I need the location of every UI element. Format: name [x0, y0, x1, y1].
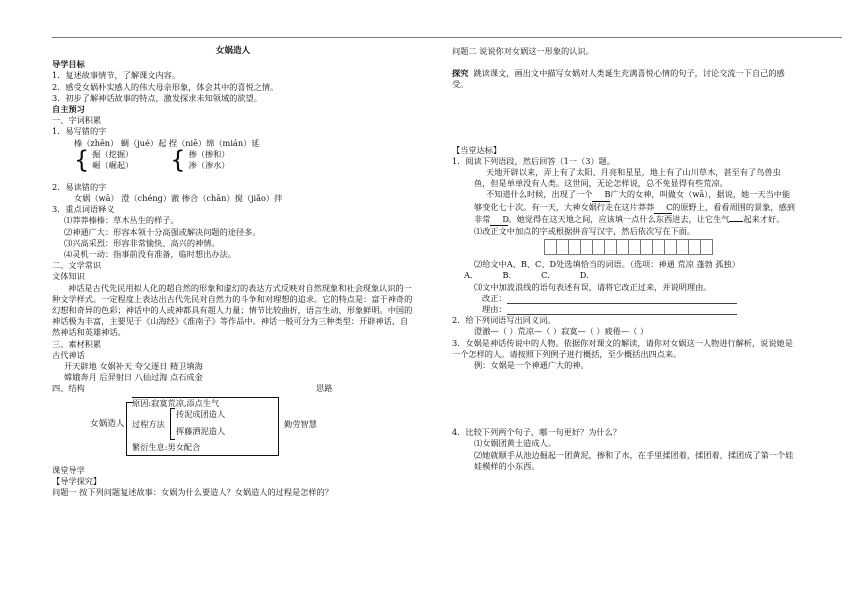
sentence-option: ⑵她就顺手从池边掘起一团黄泥，掺和了水，在手里揉团着，揉团着，揉团成了第一个娃娃模样的小东西。 [474, 449, 794, 471]
preview-heading: 自主预习 [52, 104, 85, 115]
passage-paragraph: 不知道什么时候，出现了一个 B广大的女神，叫做女（wā），据说，她一天当中能够变化七十次。有一天，大神女娲行走在这片莽莽 C的原野上，看看周围的景象，感到非常 D。她觉得在这天地之间，应该填一点什么东西进去，让它生气 起来才好。 [452, 189, 797, 226]
definition: ⑷灵机一动：指事前没有准备，临时想出办法。 [64, 249, 236, 260]
definition: ⑵神通广大：形容本领十分高强或解决问题的途径多。 [64, 226, 261, 237]
structure-diagram [52, 399, 414, 461]
task-two: 2．给下列词语写出同义词。 [452, 315, 556, 326]
test-heading: 【当堂达标】 [452, 144, 502, 155]
definition: ⑴莽莽榛榛：草木丛生的样子。 [64, 215, 179, 226]
brace-icon: { [170, 145, 186, 174]
abcd-row [452, 270, 797, 281]
question-one: 问题一 按下列问题复述故事：女娲为什么要造人？女娲造人的过程是怎样的？ [52, 487, 333, 498]
diagram-node: 原因:寂寞荒凉,添点生气 [132, 397, 220, 408]
subheading: 2．易读错的字 [52, 181, 107, 192]
brace-group [52, 145, 414, 174]
guide-item: 1．复述故事情节，了解课文内容。 [52, 70, 181, 81]
answer-grid [544, 239, 797, 255]
diagram-node: 抟泥成团造人 [176, 408, 226, 419]
guide-heading: 导学目标 [52, 59, 85, 70]
structure-heading-row [52, 383, 414, 394]
myth-row: 开天辟地 女娲补天 夸父逐日 精卫填海 [64, 361, 203, 372]
option-label: D. [579, 270, 589, 281]
sub-question: ⑵给文中A、B、C、D处选填恰当的词语。（选项：神通 荒凉 蓬勃 孤独） [474, 259, 740, 270]
task-one: 1．阅读下列语段，然后回答（1一（3）题。 [452, 155, 616, 166]
section-heading: 三、素材积累 [52, 338, 102, 349]
subheading: 文体知识 [52, 271, 85, 282]
sub-question: ⑶文中加波浪线的语句表述有误，请将它改正过来，并说明理由。 [474, 281, 712, 292]
word-item: 渗（渗水） [188, 159, 230, 170]
question-two: 问题二 说说你对女娲这一形象的认识。 [452, 46, 594, 56]
word-item: 掘（挖掘） [92, 148, 134, 159]
option-label: C. [541, 270, 550, 281]
top-divider [52, 37, 842, 38]
section-heading: 四、结构 [52, 383, 85, 394]
word-row: 女娲（wā） 澄（chéng）澈 掺合（chān）搅（jiǎo）拌 [74, 193, 283, 204]
thinking-label: 思路 [316, 383, 333, 394]
probe-task [452, 68, 797, 90]
class-heading: 课堂导学 [52, 464, 85, 475]
diagram-root: 女娲造人 [90, 418, 125, 429]
probe-text: 跳读课文，画出文中描写女娲对人类诞生充满喜悦心情的句子，讨论交流一下自己的感受。 [452, 68, 785, 90]
right-column [452, 46, 797, 472]
subheading: 3．重点词语释义 [52, 204, 115, 215]
option-label: B. [502, 270, 512, 281]
synonym-row: 澄澈—（ ）荒凉—（ ）寂寞—（ ）疲倦—（ ） [474, 326, 649, 337]
literature-paragraph: 神话是古代先民用拟人化的超自然的形象和虚幻的表达方式反映对自然现象和社会现象认识的一种文学样式。一定程度上表达出古代先民对自然力的斗争和对理想的追求。它的特点是：富于神奇的幻想和奇异的色彩；神话中的人或神都具有超人力量；情节比较曲折，语言生动，形象鲜明。中国的神话极为丰富，主要见于《山海经》《淮南子》等作品中。神话一般可分为三种类型：开辟神话、自然神话和英雄神话。 [52, 282, 413, 338]
section-heading: 一、字词积累 [52, 115, 102, 126]
sub-question: ⑴改正文中加点的字或根据拼音写汉字，然后依次写在下面。 [474, 226, 696, 237]
task-three: 3．女娲是神话传说中的人物。依据你对课文的解读，请你对女娲这一人物进行解析，说说她是一个怎样的人。请按照下列例子进行概括，至少概括出四点来。 [452, 337, 793, 359]
word-item: 掺（掺和） [188, 148, 230, 159]
probe-label: 探究 [452, 68, 469, 79]
option-label: A. [464, 270, 473, 281]
myth-row: 嫦娥奔月 后羿射日 八仙过海 点石成金 [64, 372, 203, 383]
section-heading: 二、文学常识 [52, 260, 102, 271]
diagram-node: 挥藤洒泥造人 [176, 425, 226, 436]
word-row: 榛（zhēn） 蜩（jué）起 捏（niē）绵（mián）延 [74, 137, 260, 148]
subheading: 1．易写错的字 [52, 126, 107, 137]
guide-item: 2．感受女娲朴实感人的伟大母亲形象，体会其中的喜悦之情。 [52, 81, 279, 92]
diagram-node: 繁衍生息:男女配合 [132, 441, 201, 452]
reason-row: 理由： [452, 304, 797, 315]
diagram-outline [132, 397, 279, 456]
definition: ⑶兴高采烈：形容非常愉快、高兴的神情。 [64, 237, 220, 248]
task-three-example: 例：女娲是一个神通广大的神。 [474, 360, 589, 371]
guide-item: 3．初步了解神话故事的特点，激发探求未知领域的欲望。 [52, 92, 262, 103]
fix-row: 改正： [452, 293, 797, 304]
left-column [52, 46, 414, 498]
word-item: 崛（崛起） [92, 159, 134, 170]
subheading: 古代神话 [52, 349, 85, 360]
explore-heading: 【导学探究】 [52, 475, 102, 486]
diagram-node: 过程方法 [132, 418, 165, 429]
task-four: 4．比较下列两个句子，哪一句更好？为什么？ [452, 427, 621, 438]
passage-paragraph: 天地开辟以来，弄上有了太阳、月亮和星星，地上有了山川草木，甚至有了鸟兽虫鱼，但是单单没有人类。这世间，无论怎样说，总不免显得有些荒凉。 [474, 167, 781, 189]
diagram-conclusion: 勤劳智慧 [284, 418, 317, 429]
sentence-option: ⑴女娲团黄土造成人。 [474, 438, 556, 449]
brace-icon: { [74, 145, 90, 174]
page-title: 女娲造人 [215, 46, 251, 56]
